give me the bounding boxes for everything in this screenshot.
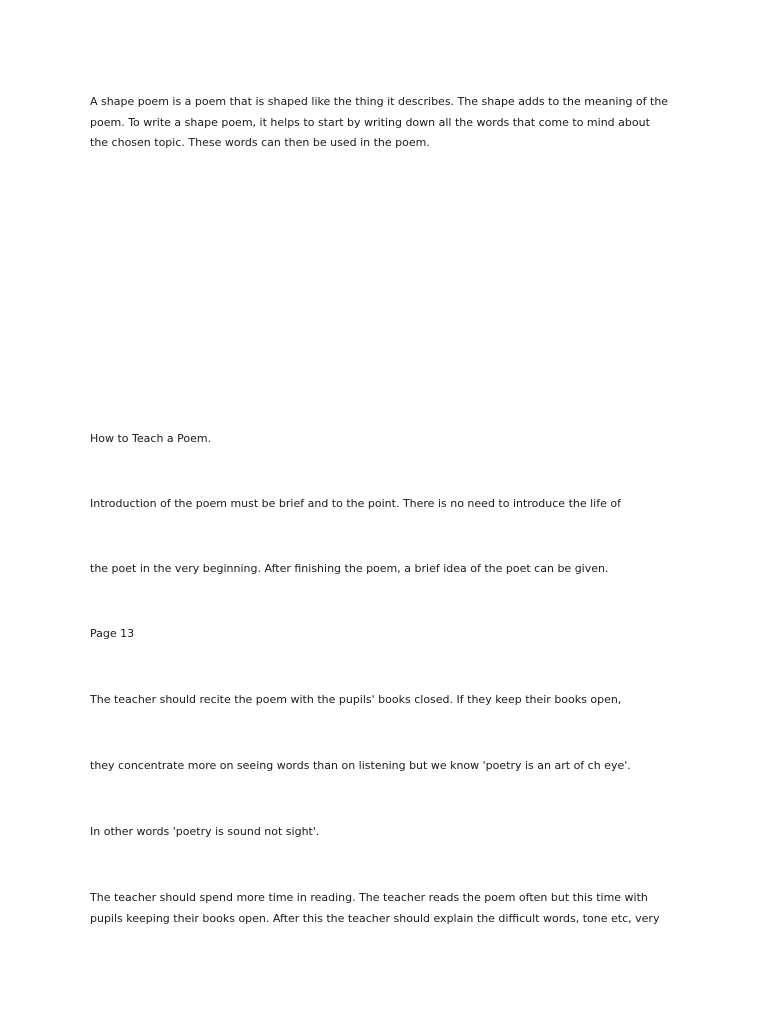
introduction-line-1: Introduction of the poem must be brief and to the point. There is no need to introduce the life of [90,497,621,510]
reading-line-2: pupils keeping their books open. After this the teacher should explain the difficult words, tone etc, very [90,911,660,925]
intro-line-1: A shape poem is a poem that is shaped like the thing it describes. The shape adds to the meaning of the [90,95,669,108]
introduction-line-2: the poet in the very beginning. After finishing the poem, a brief idea of the poet can be given. [90,562,609,575]
intro-line-2: poem. To write a shape poem, it helps to start by writing down all the words that come to mind about [90,115,650,129]
recite-line-2: they concentrate more on seeing words than on listening but we know 'poetry is an art of ch eye'. [90,759,631,772]
page-number-label: Page 13 [90,627,135,640]
recite-line-3: In other words 'poetry is sound not sight'. [90,825,320,838]
recite-line-1: The teacher should recite the poem with the pupils' books closed. If they keep their books open, [90,693,622,706]
reading-line-1: The teacher should spend more time in reading. The teacher reads the poem often but this time with [90,891,648,904]
reading-paragraph [90,888,690,929]
section-heading: How to Teach a Poem. [90,432,212,445]
intro-line-3: the chosen topic. These words can then be used in the poem. [90,136,430,149]
intro-paragraph [90,92,690,154]
